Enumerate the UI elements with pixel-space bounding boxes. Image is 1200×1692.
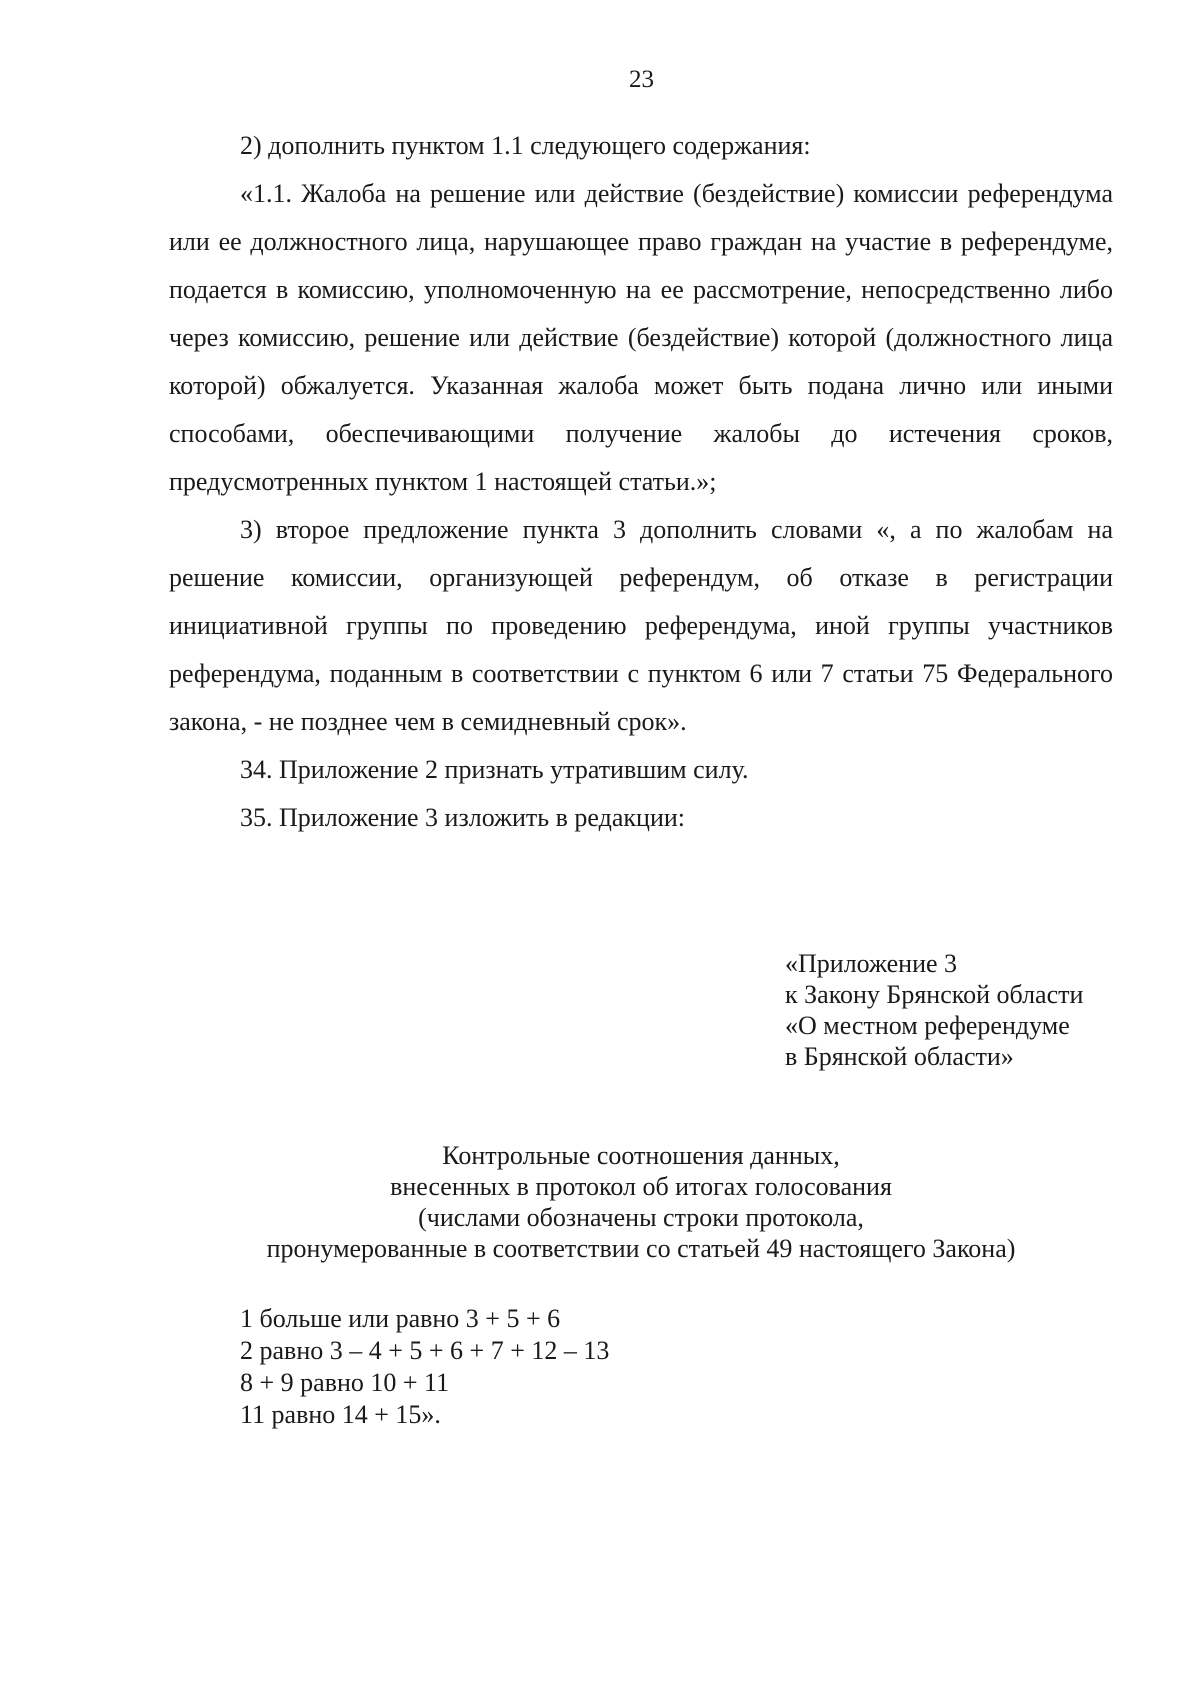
page-number: 23	[629, 66, 654, 93]
control-relation-item: 2 равно 3 – 4 + 5 + 6 + 7 + 12 – 13	[240, 1336, 610, 1365]
heading-line: внесенных в протокол об итогах голосования	[390, 1172, 892, 1201]
paragraph-point-34: 34. Приложение 2 признать утратившим силу.	[240, 755, 749, 784]
appendix-reference-line: «Приложение 3	[785, 949, 958, 978]
paragraph-point-35: 35. Приложение 3 изложить в редакции:	[240, 803, 685, 832]
appendix-reference-line: к Закону Брянской области	[785, 980, 1084, 1009]
appendix-reference-line: в Брянской области»	[785, 1042, 1014, 1071]
heading-line: (числами обозначены строки протокола,	[418, 1203, 864, 1232]
appendix-reference	[785, 948, 1083, 1072]
heading-line: пронумерованные в соответствии со статьей 49 настоящего Закона)	[266, 1234, 1016, 1263]
section-heading	[169, 1140, 1113, 1264]
paragraph-complaint-clause: «1.1. Жалоба на решение или действие (бездействие) комиссии референдума или ее должностного лица, нарушающее право граждан на участие в референдуме, подается в комиссию, уполномоченную на ее рассмотрение, непосредственно либо через комиссию, решение или действие (бездействие) которой (должностного лица которой) обжалуется. Указанная жалоба может быть подана лично или иными способами, обеспечивающими получение жалобы до истечения сроков, предусмотренных пунктом 1 настоящей статьи.»;	[169, 179, 1113, 496]
appendix-reference-line: «О местном референдуме	[785, 1011, 1070, 1040]
control-relation-item: 11 равно 14 + 15».	[240, 1400, 441, 1429]
control-relation-item: 1 больше или равно 3 + 5 + 6	[240, 1304, 561, 1333]
heading-line: Контрольные соотношения данных,	[442, 1141, 840, 1170]
paragraph-item-3: 3) второе предложение пункта 3 дополнить словами «, а по жалобам на решение комиссии, организующей референдум, об отказе в регистрации инициативной группы по проведению референдума, иной группы участников референдума, поданным в соответствии с пунктом 6 или 7 статьи 75 Федерального закона, - не позднее чем в семидневный срок».	[169, 515, 1113, 736]
document-body	[169, 122, 1113, 842]
paragraph-item-2: 2) дополнить пунктом 1.1 следующего содержания:	[240, 131, 811, 160]
control-relation-item: 8 + 9 равно 10 + 11	[240, 1368, 450, 1397]
control-relations-list	[240, 1303, 609, 1431]
